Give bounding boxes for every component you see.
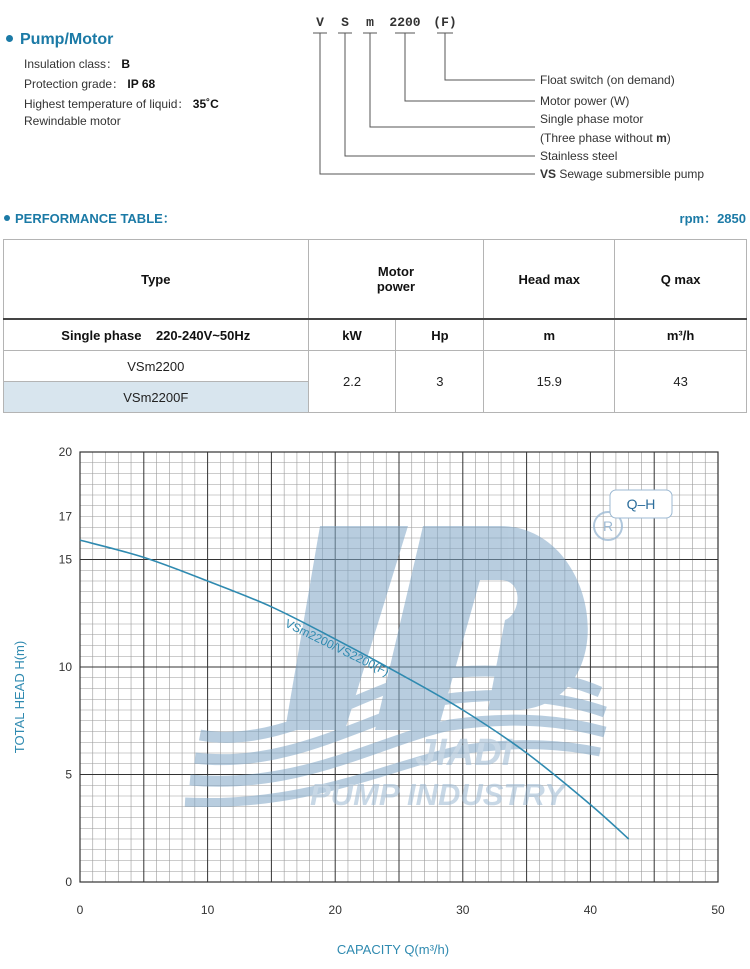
q-max-header: Q max xyxy=(615,240,747,320)
head-max-header: Head max xyxy=(484,240,615,320)
x-tick-label: 20 xyxy=(328,903,342,917)
protection-grade: Protection grade： IP 68 xyxy=(24,77,156,91)
code-float: (F) xyxy=(433,15,457,30)
y-tick-label: 10 xyxy=(58,660,72,674)
x-tick-label: 10 xyxy=(200,903,215,917)
performance-table xyxy=(3,239,747,413)
y-tick-label: 0 xyxy=(65,875,72,889)
rpm-label: rpm：2850 xyxy=(679,211,746,226)
vs-label: VS Sewage submersible pump xyxy=(540,167,705,181)
x-tick-label: 40 xyxy=(583,903,598,917)
pump-motor-title: Pump/Motor xyxy=(6,31,113,49)
y-tick-label: 17 xyxy=(58,509,72,524)
head-max-value: 15.9 xyxy=(484,351,615,413)
unit-m: m xyxy=(484,319,615,351)
code-letter-m: m xyxy=(366,15,374,30)
model-name: VSm2200 xyxy=(4,351,309,382)
rewindable-motor: Rewindable motor xyxy=(24,114,121,128)
single-phase-label: Single phase motor xyxy=(540,112,644,126)
y-axis-label: TOTAL HEAD H(m) xyxy=(12,640,27,754)
type-header: Type xyxy=(4,240,309,320)
table-row xyxy=(4,351,747,382)
bullet-icon xyxy=(4,215,10,221)
x-tick-label: 30 xyxy=(456,903,470,917)
three-phase-label: (Three phase without m) xyxy=(540,131,671,145)
y-tick-label: 5 xyxy=(65,767,72,782)
unit-q: m³/h xyxy=(615,319,747,351)
stainless-label: Stainless steel xyxy=(540,149,618,163)
q-max-value: 43 xyxy=(615,351,747,413)
unit-hp: Hp xyxy=(396,319,484,351)
code-letter-s: S xyxy=(341,15,349,30)
watermark-text-1: JIADI xyxy=(415,732,513,774)
series-label: VSm2200/VS2200(F) xyxy=(282,616,392,679)
motor-power-header: Motor power xyxy=(308,240,484,320)
legend-label: Q–H xyxy=(626,496,656,512)
motor-power-label: Motor power (W) xyxy=(540,94,630,108)
code-power: 2200 xyxy=(389,15,421,30)
insulation-class: Insulation class： B xyxy=(24,57,131,71)
watermark-text-2: PUMP INDUSTRY xyxy=(310,777,565,812)
phase-cell: Single phase 220-240V~50Hz xyxy=(4,319,309,351)
performance-table-title: PERFORMANCE TABLE： xyxy=(4,208,176,227)
float-switch-label: Float switch (on demand) xyxy=(540,73,675,87)
table-header-row xyxy=(4,240,747,320)
table-units-row xyxy=(4,319,747,351)
qh-chart xyxy=(0,430,750,969)
model-name: VSm2200F xyxy=(4,382,309,413)
registered-icon: R xyxy=(602,518,614,534)
code-letter-v: V xyxy=(316,15,324,30)
x-axis-label: CAPACITY Q(m³/h) xyxy=(336,942,450,957)
model-code-diagram xyxy=(0,0,750,200)
watermark-logo xyxy=(185,526,605,812)
hp-value: 3 xyxy=(396,351,484,413)
highest-temperature: Highest temperature of liquid： 35˚C xyxy=(24,97,219,111)
kw-value: 2.2 xyxy=(308,351,396,413)
unit-kw: kW xyxy=(308,319,396,351)
x-tick-label: 0 xyxy=(76,903,84,917)
y-tick-label: 15 xyxy=(58,552,72,567)
y-tick-label: 20 xyxy=(58,445,72,459)
x-tick-label: 50 xyxy=(711,903,725,917)
